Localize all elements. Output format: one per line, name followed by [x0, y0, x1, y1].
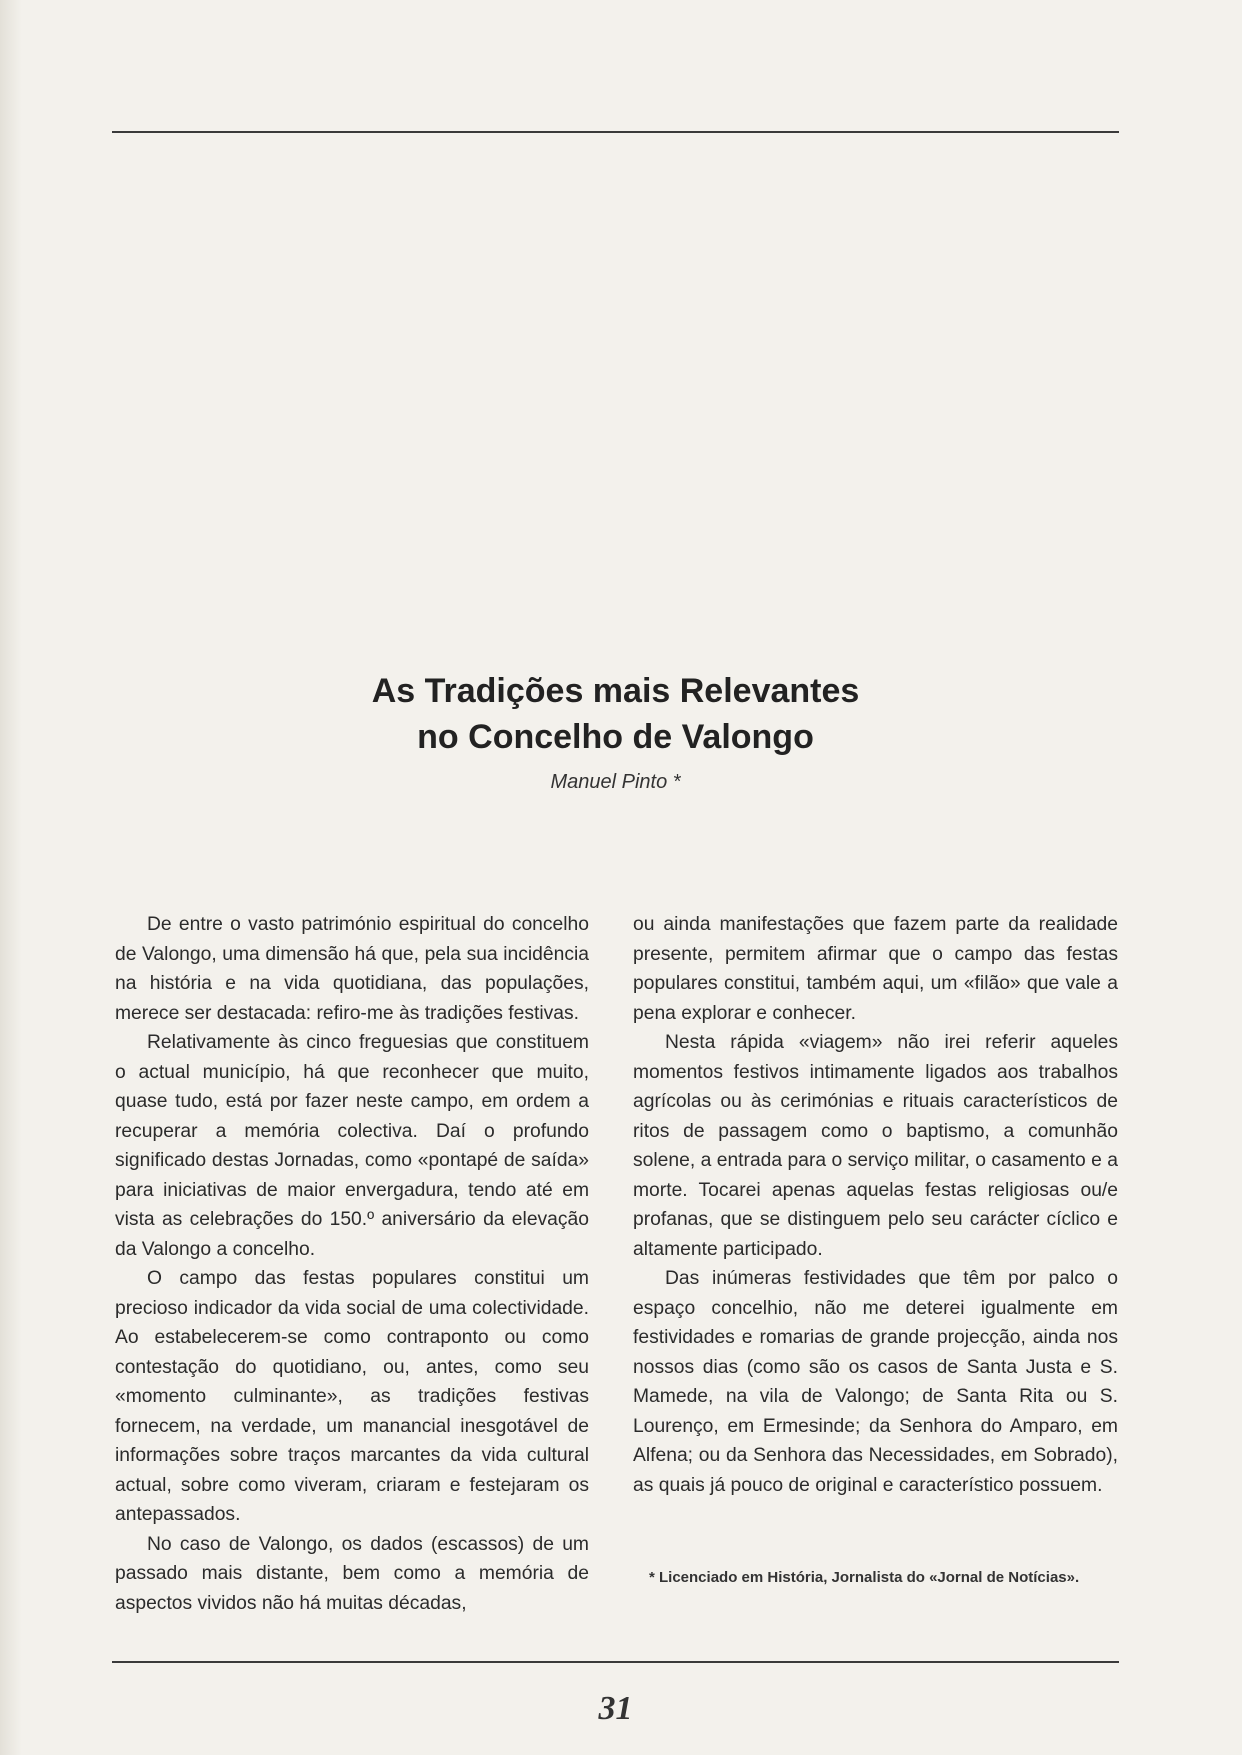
right-column: [633, 910, 1118, 1500]
title-line-1: As Tradições mais Relevantes: [371, 672, 860, 710]
page-edge-shadow: [0, 0, 22, 1755]
paragraph: O campo das festas populares constitui um precioso indicador da vida social de uma colectividade. Ao estabelecerem-se como contraponto ou como contestação do quotidiano, ou, antes, como seu «momento culminante», as tradições festivas fornecem, na verdade, um manancial inesgotável de informações sobre traços marcantes da vida cultural actual, sobre como viveram, criaram e festejaram os antepassados.: [115, 1268, 589, 1525]
paragraph: Das inúmeras festividades que têm por palco o espaço concelhio, não me deterei igualmente em festividades e romarias de grande projecção, ainda nos nossos dias (como são os casos de Santa Justa e S. Mamede, na vila de Valongo; de Santa Rita ou S. Lourenço, em Ermesinde; da Senhora do Amparo, em Alfena; ou da Senhora das Necessidades, em Sobrado), as quais já pouco de original e característico possuem.: [633, 1268, 1118, 1496]
page-number: 31: [598, 1690, 633, 1727]
title-line-2: no Concelho de Valongo: [417, 718, 814, 756]
paragraph: Relativamente às cinco freguesias que constituem o actual município, há que reconhecer que muito, quase tudo, está por fazer neste campo, em ordem a recuperar a memória colectiva. Daí o profundo significado destas Jornadas, como «pontapé de saída» para iniciativas de maior envergadura, tendo até em vista as celebrações do 150.º aniversário da elevação da Valongo a concelho.: [115, 1032, 589, 1260]
paragraph: Nesta rápida «viagem» não irei referir aqueles momentos festivos intimamente ligados aos trabalhos agrícolas ou às cerimónias e rituais característicos de ritos de passagem como o baptismo, a comunhão solene, a entrada para o serviço militar, o casamento e a morte. Tocarei apenas aquelas festas religiosas ou/e profanas, que se distinguem pelo seu carácter cíclico e altamente participado.: [633, 1032, 1118, 1260]
footnote: * Licenciado em História, Jornalista do «Jornal de Notícias».: [649, 1569, 1080, 1586]
article-title: [112, 668, 1119, 760]
article-author: Manuel Pinto *: [550, 771, 681, 793]
top-rule: [112, 131, 1119, 133]
bottom-rule: [112, 1661, 1119, 1663]
paragraph: ou ainda manifestações que fazem parte da realidade presente, permitem afirmar que o campo das festas populares constitui, também aqui, um «filão» que vale a pena explorar e conhecer.: [633, 914, 1118, 1024]
paragraph: De entre o vasto património espiritual do concelho de Valongo, uma dimensão há que, pela sua incidência na história e na vida quotidiana, das populações, merece ser destacada: refiro-me às tradições festivas.: [115, 914, 589, 1024]
paragraph: No caso de Valongo, os dados (escassos) de um passado mais distante, bem como a memória de aspectos vividos não há muitas décadas,: [115, 1533, 589, 1614]
left-column: [115, 910, 589, 1618]
